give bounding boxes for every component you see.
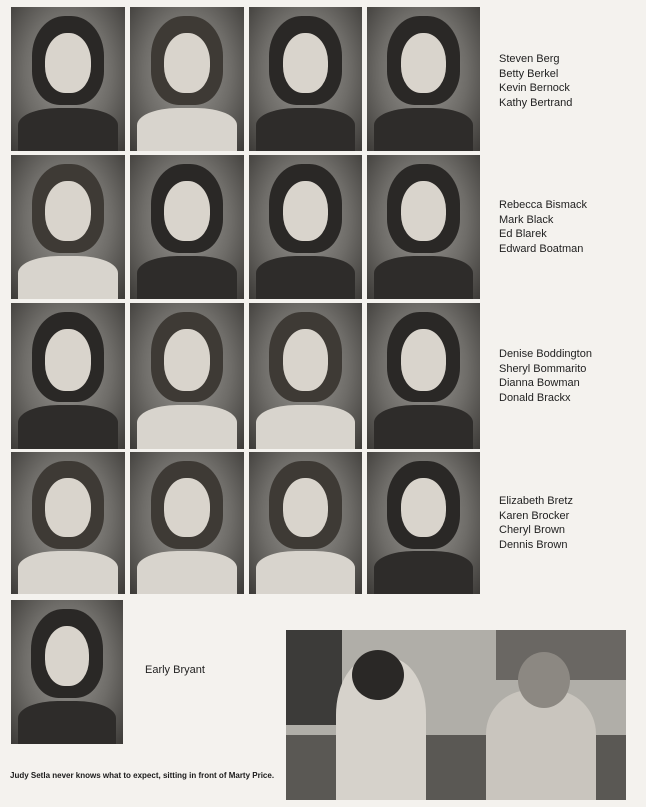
names-row-3 bbox=[499, 347, 592, 405]
portrait-kathy-bertrand bbox=[367, 7, 480, 151]
name-label: Sheryl Bommarito bbox=[499, 362, 587, 375]
name-label: Steven Berg bbox=[499, 53, 560, 65]
portrait-dennis-brown bbox=[367, 452, 480, 594]
name-label: Elizabeth Bretz bbox=[499, 495, 573, 507]
name-label-early-bryant: Early Bryant bbox=[145, 664, 205, 676]
name-label: Dianna Bowman bbox=[499, 377, 580, 389]
portrait-mark-black bbox=[130, 155, 244, 299]
portrait-kevin-bernock bbox=[249, 7, 362, 151]
name-label: Karen Brocker bbox=[499, 509, 570, 522]
names-row-4 bbox=[499, 494, 573, 552]
portrait-denise-boddington bbox=[11, 303, 125, 449]
portrait-ed-blarek bbox=[249, 155, 362, 299]
name-label: Donald Brackx bbox=[499, 391, 571, 404]
name-label: Cheryl Brown bbox=[499, 524, 566, 536]
portrait-steven-berg bbox=[11, 7, 125, 151]
name-label: Mark Black bbox=[499, 213, 554, 226]
name-label: Kathy Bertrand bbox=[499, 96, 573, 109]
name-label: Ed Blarek bbox=[499, 228, 547, 240]
name-label: Edward Boatman bbox=[499, 242, 584, 255]
name-label: Dennis Brown bbox=[499, 538, 568, 551]
portrait-donald-brackx bbox=[367, 303, 480, 449]
portrait-elizabeth-bretz bbox=[11, 452, 125, 594]
name-label: Kevin Bernock bbox=[499, 82, 570, 94]
portrait-sheryl-bommarito bbox=[130, 303, 244, 449]
names-row-2 bbox=[499, 198, 587, 256]
classroom-photo bbox=[286, 630, 626, 800]
portrait-betty-berkel bbox=[130, 7, 244, 151]
portrait-karen-brocker bbox=[130, 452, 244, 594]
name-label: Rebecca Bismack bbox=[499, 199, 588, 211]
photo-caption: Judy Setla never knows what to expect, sitting in front of Marty Price. bbox=[10, 771, 275, 780]
name-label: Betty Berkel bbox=[499, 67, 559, 80]
portrait-rebecca-bismack bbox=[11, 155, 125, 299]
portrait-early-bryant bbox=[11, 600, 123, 744]
names-row-1 bbox=[499, 52, 572, 110]
portrait-cheryl-brown bbox=[249, 452, 362, 594]
portrait-dianna-bowman bbox=[249, 303, 362, 449]
name-label: Denise Boddington bbox=[499, 348, 592, 360]
portrait-edward-boatman bbox=[367, 155, 480, 299]
